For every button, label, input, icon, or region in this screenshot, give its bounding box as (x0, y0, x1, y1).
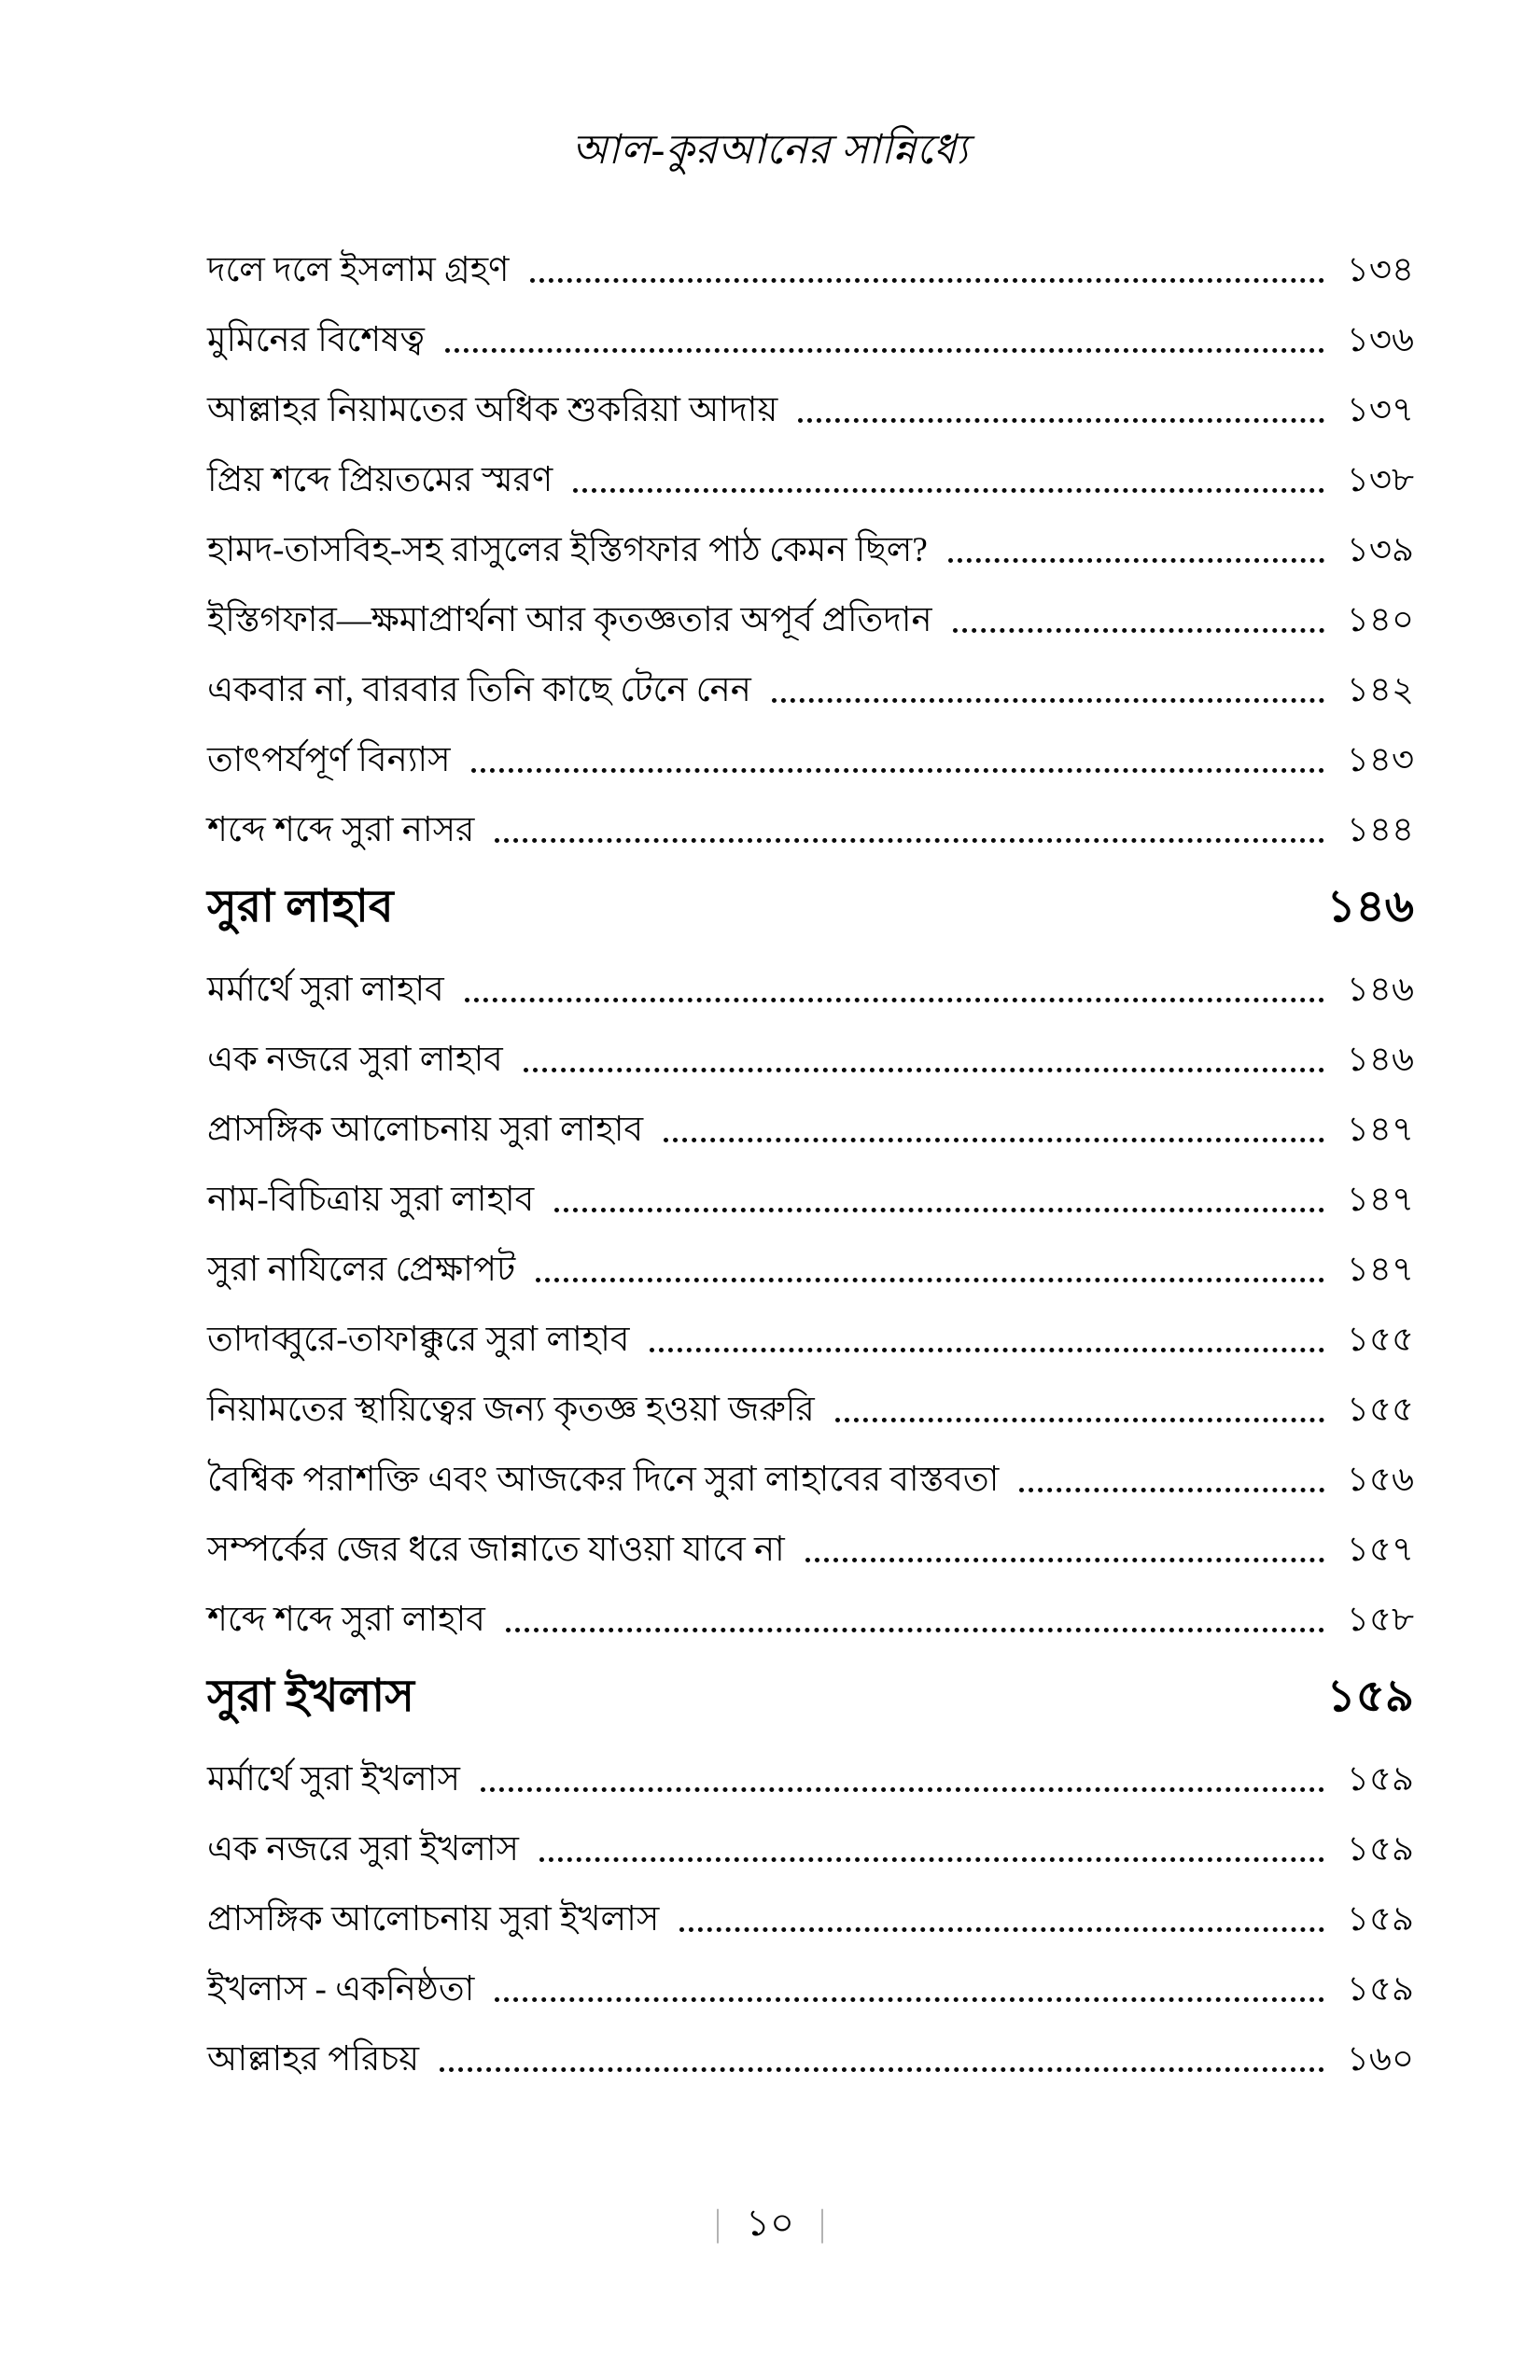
toc-entry-label: একবার না, বারবার তিনি কাছে টেনে নেন (207, 671, 751, 709)
toc-entry-page: ১৩৬ (1346, 321, 1414, 359)
toc-entry (207, 1180, 1414, 1221)
footer-bar-right: | (818, 2202, 826, 2244)
dotted-leader (471, 768, 1324, 773)
dotted-leader (805, 1558, 1324, 1562)
toc-entry-label: মুমিনের বিশেষত্ব (207, 321, 425, 359)
toc-entry-page: ১৪৪ (1346, 811, 1414, 849)
toc-entry-label: শব্দে শব্দে সুরা লাহাব (207, 1601, 485, 1639)
toc-entry (207, 1320, 1414, 1361)
toc-entry (207, 320, 1414, 361)
toc-entry-label: আল্লাহর নিয়ামতের অধিক শুকরিয়া আদায় (207, 391, 778, 429)
dotted-leader (506, 1628, 1324, 1632)
dotted-leader (1019, 1488, 1324, 1492)
section-title: সুরা লাহাব (207, 882, 394, 931)
toc-entry (207, 1390, 1414, 1431)
toc-entry-label: সুরা নাযিলের প্রেক্ষাপট (207, 1251, 516, 1289)
toc-entry (207, 1759, 1414, 1800)
toc-entry-page: ১৪৩ (1346, 741, 1414, 779)
toc-entry (207, 2039, 1414, 2080)
dotted-leader (835, 1418, 1324, 1422)
toc-entry-label: এক নজরে সুরা ইখলাস (207, 1830, 519, 1869)
toc-entry-label: প্রাসঙ্গিক আলোচনায় সুরা লাহাব (207, 1111, 644, 1149)
toc-entry (207, 460, 1414, 501)
dotted-leader (495, 838, 1324, 843)
book-title: আল-কুরআনের সান্নিধ্যে (571, 127, 969, 173)
dotted-leader (495, 1997, 1324, 2002)
toc-entry (207, 530, 1414, 571)
dotted-leader (445, 348, 1324, 353)
toc-entry-page: ১৫৯ (1346, 1830, 1414, 1869)
section-heading-row (207, 880, 1414, 934)
dotted-leader (481, 1787, 1324, 1792)
toc-entry-label: নিয়ামতের স্থায়িত্বের জন্য কৃতজ্ঞ হওয়া জরুরি (207, 1391, 815, 1429)
toc-entry-page: ১৫৯ (1346, 1900, 1414, 1939)
toc-entry-page: ১৫৭ (1346, 1531, 1414, 1569)
dotted-leader (440, 2067, 1324, 2072)
toc-entry-page: ১৫৬ (1346, 1461, 1414, 1499)
toc-entry-label: আল্লাহর পরিচয় (207, 2040, 420, 2079)
dotted-leader (953, 628, 1324, 633)
toc-entry (207, 740, 1414, 781)
toc-entry-page: ১৪২ (1346, 671, 1414, 709)
section-heading-row (207, 1670, 1414, 1724)
dotted-leader (530, 278, 1324, 283)
toc-entry-page: ১৫৫ (1346, 1391, 1414, 1429)
toc-entry-page: ১৪৭ (1346, 1251, 1414, 1289)
toc-entry-label: হামদ-তাসবিহ-সহ রাসুলের ইস্তিগফার পাঠ কেমন ছিল? (207, 531, 928, 569)
toc-entry (207, 1899, 1414, 1940)
dotted-leader (536, 1278, 1324, 1282)
dotted-leader (664, 1138, 1324, 1142)
page-footer (0, 2201, 1540, 2246)
dotted-leader (650, 1348, 1324, 1352)
dotted-leader (679, 1927, 1324, 1932)
dotted-leader (554, 1208, 1324, 1212)
dotted-leader (798, 418, 1324, 423)
toc-entry-label: এক নজরে সুরা লাহাব (207, 1041, 503, 1079)
toc-entry-page: ১৩৯ (1346, 531, 1414, 569)
dotted-leader (573, 488, 1324, 493)
toc-entry (207, 390, 1414, 431)
toc-entry-page: ১৩৭ (1346, 391, 1414, 429)
toc-entry (207, 600, 1414, 641)
toc-entry (207, 670, 1414, 711)
toc-entry-page: ১৬০ (1346, 2040, 1414, 2079)
toc-entry-label: মর্মার্থে সুরা ইখলাস (207, 1760, 460, 1799)
dotted-leader (772, 698, 1324, 703)
toc-entry-page: ১৪০ (1346, 601, 1414, 639)
toc-entry-label: তাৎপর্যপূর্ণ বিন্যাস (207, 741, 451, 779)
toc-entry-label: দলে দলে ইসলাম গ্রহণ (207, 251, 510, 289)
toc-entry-page: ১৪৬ (1346, 1041, 1414, 1079)
toc-entry-page: ১৩৮ (1346, 461, 1414, 499)
toc-entry-label: ইখলাস - একনিষ্ঠতা (207, 1970, 475, 2009)
toc-entry-page: ১৩৪ (1346, 251, 1414, 289)
toc-entry-label: ইস্তিগফার—ক্ষমাপ্রার্থনা আর কৃতজ্ঞতার অপূর্ব প্রতিদান (207, 601, 932, 639)
toc-entry-page: ১৫৯ (1346, 1970, 1414, 2009)
toc-entry (207, 1040, 1414, 1081)
footer-page-number: ১০ (746, 2202, 794, 2244)
toc-entry-label: প্রাসঙ্গিক আলোচনায় সুরা ইখলাস (207, 1900, 660, 1939)
toc-entry (207, 810, 1414, 851)
toc-entry-page: ১৫৯ (1346, 1760, 1414, 1799)
toc-entry (207, 1460, 1414, 1501)
table-of-contents (207, 250, 1414, 2080)
toc-entry-page: ১৫৮ (1346, 1601, 1414, 1639)
toc-entry-label: মর্মার্থে সুরা লাহাব (207, 971, 444, 1009)
toc-entry-page: ১৪৬ (1346, 971, 1414, 1009)
toc-entry-page: ১৪৭ (1346, 1181, 1414, 1219)
toc-entry-label: প্রিয় শব্দে প্রিয়তমের স্মরণ (207, 461, 553, 499)
section-title: সুরা ইখলাস (207, 1672, 414, 1721)
toc-entry-label: শব্দে শব্দে সুরা নাসর (207, 811, 475, 849)
toc-entry-label: তাদাব্বুরে-তাফাক্কুরে সুরা লাহাব (207, 1321, 630, 1359)
toc-entry (207, 970, 1414, 1011)
toc-entry (207, 1829, 1414, 1870)
dotted-leader (465, 998, 1324, 1002)
toc-entry (207, 250, 1414, 291)
dotted-leader (948, 558, 1324, 563)
toc-entry-label: নাম-বিচিত্রায় সুরা লাহাব (207, 1181, 535, 1219)
toc-entry (207, 1110, 1414, 1151)
section-page-number: ১৫৯ (1326, 1672, 1414, 1721)
dotted-leader (524, 1068, 1324, 1072)
toc-entry (207, 1530, 1414, 1571)
toc-entry-page: ১৪৭ (1346, 1111, 1414, 1149)
toc-entry-label: বৈশ্বিক পরাশক্তি এবং আজকের দিনে সুরা লাহাবের বাস্তবতা (207, 1461, 1000, 1499)
toc-entry (207, 1600, 1414, 1641)
toc-entry (207, 1250, 1414, 1291)
dotted-leader (539, 1857, 1324, 1862)
toc-entry-page: ১৫৫ (1346, 1321, 1414, 1359)
footer-bar-left: | (714, 2202, 722, 2244)
section-page-number: ১৪৬ (1326, 882, 1414, 931)
toc-entry-label: সম্পর্কের জের ধরে জান্নাতে যাওয়া যাবে না (207, 1531, 785, 1569)
toc-entry (207, 1969, 1414, 2010)
